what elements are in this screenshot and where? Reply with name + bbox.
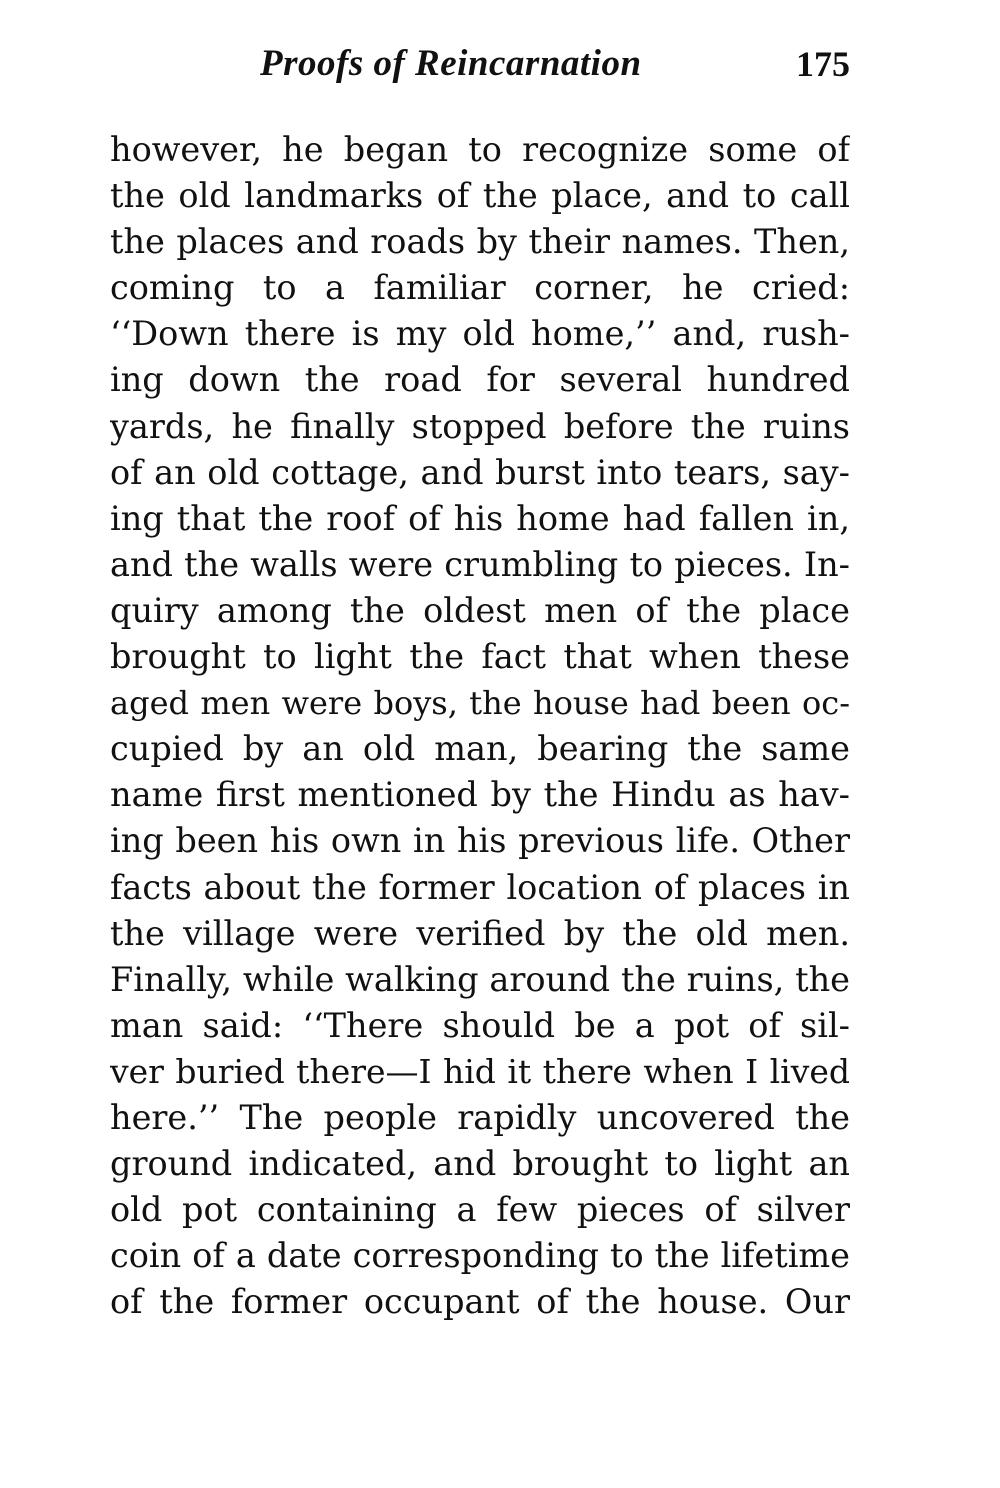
text-line: quiry among the oldest men of the place xyxy=(110,590,850,630)
text-line: ing that the roof of his home had fallen in, xyxy=(110,498,850,538)
text-line: facts about the former location of places in xyxy=(110,867,850,907)
text-line: yards, he finally stopped before the ruins xyxy=(110,406,850,446)
text-line: ground indicated, and brought to light an xyxy=(110,1144,850,1184)
text-line: the places and roads by their names. Then, xyxy=(110,222,850,262)
text-line: ver buried there—I hid it there when I lived xyxy=(110,1051,850,1091)
text-line: man said: ‘‘There should be a pot of sil- xyxy=(110,1005,850,1045)
body-text xyxy=(110,127,850,1325)
text-line: name first mentioned by the Hindu as hav- xyxy=(110,775,850,815)
text-line: here.’’ The people rapidly uncovered the xyxy=(110,1097,850,1137)
text-line: aged men were boys, the house had been oc- xyxy=(110,684,850,723)
text-line: brought to light the fact that when these xyxy=(110,637,850,677)
text-line: Finally, while walking around the ruins, the xyxy=(110,959,850,999)
text-line: ing been his own in his previous life. Other xyxy=(110,821,850,861)
text-line: of the former occupant of the house. Our xyxy=(110,1282,850,1322)
text-line: cupied by an old man, bearing the same xyxy=(110,729,850,769)
running-head xyxy=(110,38,850,90)
text-line: ‘‘Down there is my old home,’’ and, rush- xyxy=(110,314,850,354)
text-line: coming to a familiar corner, he cried: xyxy=(110,268,850,308)
page-number: 175 xyxy=(796,44,850,84)
text-line: coin of a date corresponding to the lifetime xyxy=(110,1236,850,1276)
running-title: Proofs of Reincarnation xyxy=(260,43,642,84)
text-line: and the walls were crumbling to pieces. In- xyxy=(110,544,850,584)
text-line: ing down the road for several hundred xyxy=(110,360,850,400)
text-line: the old landmarks of the place, and to call xyxy=(110,176,850,216)
text-line: however, he began to recognize some of xyxy=(110,130,850,169)
text-line: of an old cottage, and burst into tears, say- xyxy=(110,452,850,492)
text-line: old pot containing a few pieces of silver xyxy=(110,1190,850,1230)
text-line: the village were verified by the old men. xyxy=(110,913,850,953)
